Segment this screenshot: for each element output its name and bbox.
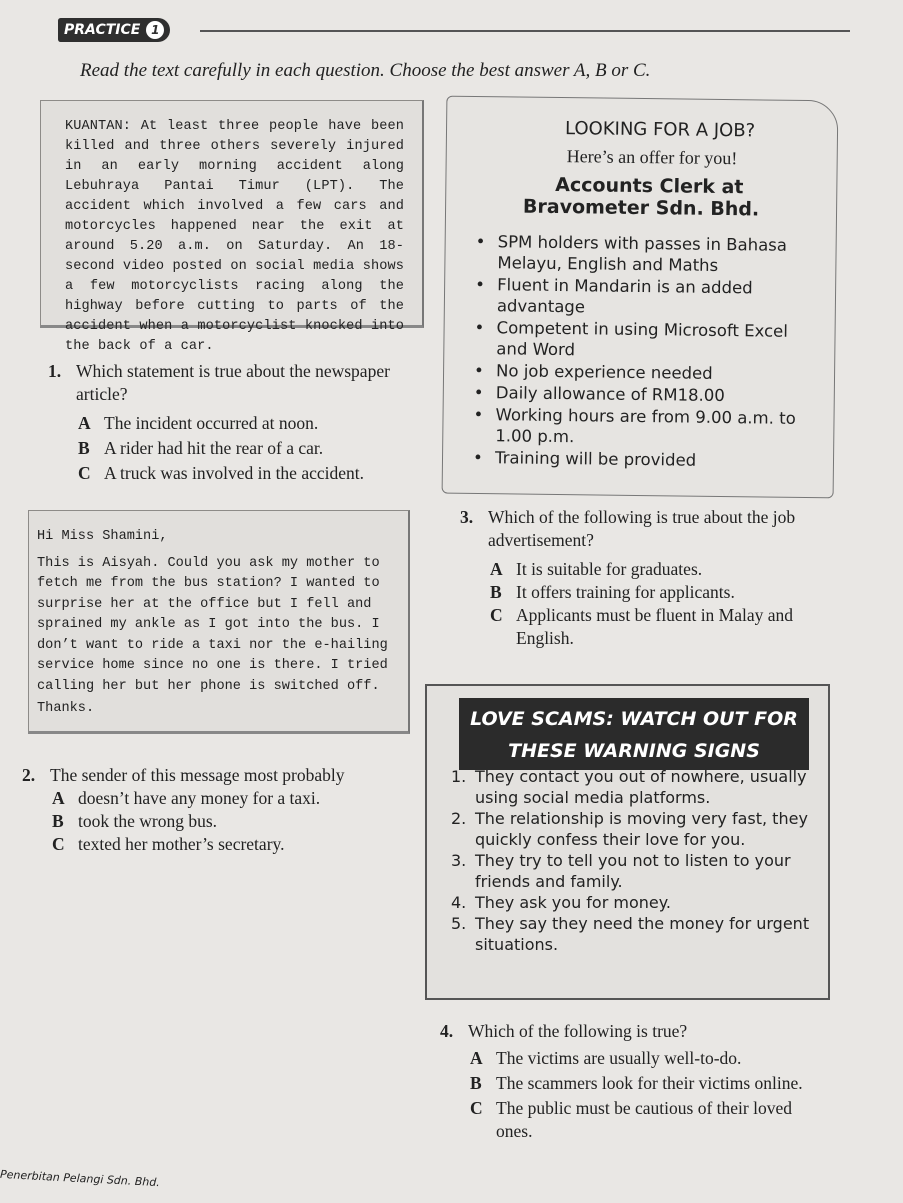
list-item: • SPM holders with passes in Bahasa Melayu, English and Maths: [475, 231, 820, 277]
job-ad-subtitle: Here’s an offer for you!: [566, 146, 738, 169]
answer-option-a[interactable]: A The incident occurred at noon.: [78, 413, 319, 433]
answer-option-a[interactable]: A The victims are usually well-to-do.: [470, 1048, 742, 1068]
job-ad-box: [442, 96, 839, 499]
practice-banner: [58, 18, 170, 42]
job-ad-title: LOOKING FOR A JOB?: [564, 118, 756, 142]
answer-option-a[interactable]: A It is suitable for graduates.: [490, 559, 703, 579]
list-item: • Competent in using Microsoft Excel and Word: [474, 317, 819, 363]
question-number: 3.: [460, 507, 474, 527]
job-ad-position: Accounts Clerk at: [555, 173, 744, 199]
list-item: 4. They ask you for money.: [451, 893, 672, 912]
header-divider: [200, 30, 850, 32]
question-number: 4.: [440, 1021, 454, 1041]
answer-option-c[interactable]: C The public must be cautious of their loved ones.: [470, 1098, 792, 1141]
answer-option-b[interactable]: B A rider had hit the rear of a car.: [78, 438, 324, 458]
job-requirements-list: [473, 231, 821, 473]
question-stem: Which statement is true about the newspaper article?: [76, 361, 390, 404]
answer-option-c[interactable]: C texted her mother’s secretary.: [52, 834, 285, 854]
news-article-text: KUANTAN: At least three people have been killed and three others severely injured in an early morning accident along Lebuhraya Pantai Timur (LPT). The accident which involved a few cars and motorcycles happened near the exit at around 5.20 a.m. on Saturday. An 18-second video posted on social media shows a few motorcyclists racing along the highway before cutting to parts of the accident when a motorcyclist knocked into the back of a car.: [65, 119, 404, 354]
message-closing: Thanks.: [37, 701, 95, 716]
list-item: 2. The relationship is moving very fast, they quickly confess their love for you.: [451, 809, 808, 849]
list-item: • Training will be provided: [473, 447, 818, 472]
question-number: 2.: [22, 765, 36, 785]
message-body: This is Aisyah. Could you ask my mother to fetch me from the bus station? I wanted to surprise her at the office but I fell and sprained my ankle as I got into the bus. I don’t want to ride a taxi nor the e-hailing service home since no one is there. I tried calling her but her phone is switched off.: [37, 555, 388, 694]
practice-number: 1: [146, 21, 164, 39]
question-3: [460, 506, 845, 650]
question-stem: Which of the following is true?: [468, 1021, 688, 1041]
list-item: 5. They say they need the money for urgent situations.: [451, 914, 810, 954]
warning-signs-list: [451, 766, 823, 955]
question-1: [48, 360, 428, 485]
list-item: • Working hours are from 9.00 a.m. to 1.00 p.m.: [473, 404, 818, 450]
question-number: 1.: [48, 361, 62, 381]
love-scams-box: [425, 684, 830, 1000]
question-stem: Which of the following is true about the job advertisement?: [488, 507, 796, 550]
question-4: [440, 1020, 830, 1143]
instructions: Read the text carefully in each question. Choose the best answer A, B or C.: [80, 60, 651, 81]
publisher-footer: Penerbitan Pelangi Sdn. Bhd.: [0, 1167, 161, 1190]
list-item: • No job experience needed: [474, 360, 819, 385]
news-article-box: [40, 100, 424, 354]
message-greeting: Hi Miss Shamini,: [37, 529, 168, 544]
practice-label: PRACTICE: [64, 22, 141, 38]
message-box: [28, 510, 410, 734]
answer-option-b[interactable]: B The scammers look for their victims online.: [470, 1073, 803, 1093]
question-2: [22, 764, 422, 856]
answer-option-c[interactable]: C Applicants must be fluent in Malay and English.: [490, 605, 794, 648]
love-scams-title: LOVE SCAMS: WATCH OUT FOR THESE WARNING SIGNS: [459, 698, 809, 770]
answer-option-b[interactable]: B took the wrong bus.: [52, 811, 218, 831]
answer-option-c[interactable]: C A truck was involved in the accident.: [78, 463, 364, 483]
list-item: • Daily allowance of RM18.00: [474, 382, 819, 407]
list-item: • Fluent in Mandarin is an added advantage: [475, 274, 820, 320]
answer-option-b[interactable]: B It offers training for applicants.: [490, 582, 735, 602]
list-item: 1. They contact you out of nowhere, usually using social media platforms.: [451, 767, 807, 807]
list-item: 3. They try to tell you not to listen to your friends and family.: [451, 851, 791, 891]
answer-option-a[interactable]: A doesn’t have any money for a taxi.: [52, 788, 321, 808]
job-ad-company: Bravometer Sdn. Bhd.: [522, 195, 760, 221]
question-stem: The sender of this message most probably: [50, 765, 345, 785]
